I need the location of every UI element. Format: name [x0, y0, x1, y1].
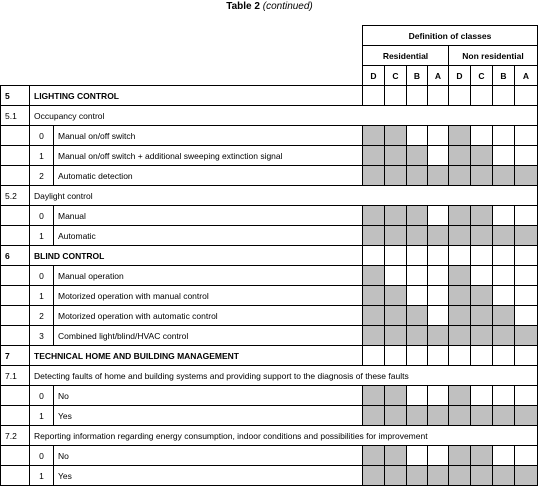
option-code: 0: [30, 386, 54, 406]
section-row: [1, 86, 538, 106]
option-code: 1: [30, 286, 54, 306]
class-cell-shaded: [449, 206, 471, 226]
table-caption: [0, 0, 539, 20]
class-cell: [449, 246, 471, 266]
class-cell-empty: [428, 446, 449, 466]
classes-table: [0, 25, 538, 486]
section-title: BLIND CONTROL: [30, 246, 363, 266]
subsection-row: [1, 426, 538, 446]
class-cell-shaded: [363, 126, 385, 146]
option-code: 0: [30, 266, 54, 286]
class-cell-shaded: [471, 326, 493, 346]
option-label: Manual: [54, 206, 363, 226]
option-label: Manual on/off switch + additional sweeping extinction signal: [54, 146, 363, 166]
class-cell-empty: [515, 206, 538, 226]
class-cell-shaded: [471, 446, 493, 466]
class-cell-shaded: [407, 326, 428, 346]
option-code: 3: [30, 326, 54, 346]
option-row: [1, 126, 538, 146]
option-row: [1, 266, 538, 286]
section-row: [1, 246, 538, 266]
class-cell-shaded: [407, 466, 428, 486]
class-header: B: [407, 66, 428, 86]
class-cell-empty: [407, 266, 428, 286]
class-cell: [471, 346, 493, 366]
class-cell-empty: [428, 126, 449, 146]
class-cell-shaded: [493, 326, 515, 346]
class-cell-empty: [471, 266, 493, 286]
subsection-row: [1, 106, 538, 126]
class-cell-shaded: [385, 286, 407, 306]
class-cell-empty: [515, 306, 538, 326]
class-cell-shaded: [385, 466, 407, 486]
indent-cell: [1, 326, 30, 346]
class-cell-shaded: [449, 386, 471, 406]
option-row: [1, 166, 538, 186]
class-cell-shaded: [407, 306, 428, 326]
option-row: [1, 306, 538, 326]
class-cell-empty: [407, 386, 428, 406]
class-cell-empty: [428, 286, 449, 306]
option-row: [1, 466, 538, 486]
subsection-title: Occupancy control: [30, 106, 538, 126]
class-cell: [493, 346, 515, 366]
indent-cell: [1, 306, 30, 326]
class-cell-empty: [515, 126, 538, 146]
class-cell-shaded: [363, 146, 385, 166]
indent-cell: [1, 446, 30, 466]
class-cell-empty: [428, 206, 449, 226]
option-code: 1: [30, 406, 54, 426]
class-header: C: [471, 66, 493, 86]
class-cell: [493, 86, 515, 106]
class-cell-shaded: [363, 466, 385, 486]
class-cell-shaded: [363, 206, 385, 226]
class-cell-empty: [428, 266, 449, 286]
class-cell: [449, 346, 471, 366]
class-cell-shaded: [363, 446, 385, 466]
row-number: 6: [1, 246, 30, 266]
class-cell-shaded: [515, 326, 538, 346]
class-cell-shaded: [363, 386, 385, 406]
class-cell: [385, 246, 407, 266]
option-code: 0: [30, 206, 54, 226]
class-cell-shaded: [449, 126, 471, 146]
class-cell-shaded: [449, 306, 471, 326]
class-header: A: [428, 66, 449, 86]
option-row: [1, 206, 538, 226]
class-cell-shaded: [363, 306, 385, 326]
class-cell-empty: [493, 206, 515, 226]
subsection-title: Daylight control: [30, 186, 538, 206]
class-cell: [515, 346, 538, 366]
class-cell-shaded: [428, 166, 449, 186]
class-cell: [363, 346, 385, 366]
option-label: Manual on/off switch: [54, 126, 363, 146]
row-number: 7: [1, 346, 30, 366]
class-cell: [385, 86, 407, 106]
class-cell: [407, 86, 428, 106]
class-cell-shaded: [385, 206, 407, 226]
class-cell-shaded: [471, 306, 493, 326]
class-cell-shaded: [449, 406, 471, 426]
class-cell-shaded: [515, 466, 538, 486]
class-cell-empty: [493, 126, 515, 146]
class-cell-shaded: [471, 406, 493, 426]
class-cell-empty: [385, 266, 407, 286]
class-cell-shaded: [407, 146, 428, 166]
option-label: Motorized operation with automatic control: [54, 306, 363, 326]
class-cell-empty: [471, 386, 493, 406]
option-code: 1: [30, 146, 54, 166]
option-code: 1: [30, 466, 54, 486]
class-cell-shaded: [385, 406, 407, 426]
class-cell-empty: [428, 146, 449, 166]
option-code: 2: [30, 166, 54, 186]
class-cell: [515, 86, 538, 106]
class-cell: [428, 346, 449, 366]
class-cell-shaded: [385, 306, 407, 326]
row-number: 7.2: [1, 426, 30, 446]
class-cell-shaded: [363, 286, 385, 306]
class-cell-empty: [515, 286, 538, 306]
class-cell-shaded: [471, 206, 493, 226]
definition-header: Definition of classes: [363, 26, 538, 46]
class-cell-shaded: [428, 226, 449, 246]
option-label: No: [54, 386, 363, 406]
class-cell-shaded: [363, 326, 385, 346]
option-row: [1, 286, 538, 306]
class-cell-empty: [515, 146, 538, 166]
section-title: TECHNICAL HOME AND BUILDING MANAGEMENT: [30, 346, 363, 366]
class-cell: [493, 246, 515, 266]
row-number: 5: [1, 86, 30, 106]
class-cell-shaded: [385, 386, 407, 406]
class-cell-shaded: [428, 406, 449, 426]
table-continued: (continued): [262, 1, 313, 12]
option-label: Yes: [54, 466, 363, 486]
class-cell-shaded: [407, 206, 428, 226]
class-cell-empty: [407, 126, 428, 146]
indent-cell: [1, 226, 30, 246]
indent-cell: [1, 146, 30, 166]
class-cell-shaded: [515, 166, 538, 186]
class-cell-shaded: [449, 326, 471, 346]
class-header: C: [385, 66, 407, 86]
indent-cell: [1, 166, 30, 186]
class-cell-shaded: [449, 446, 471, 466]
class-cell-shaded: [471, 466, 493, 486]
class-cell: [428, 86, 449, 106]
class-cell-shaded: [385, 126, 407, 146]
indent-cell: [1, 386, 30, 406]
option-row: [1, 406, 538, 426]
option-code: 1: [30, 226, 54, 246]
class-cell-shaded: [363, 226, 385, 246]
indent-cell: [1, 406, 30, 426]
class-cell-empty: [428, 386, 449, 406]
class-cell-empty: [407, 446, 428, 466]
class-cell-empty: [493, 266, 515, 286]
row-number: 5.2: [1, 186, 30, 206]
indent-cell: [1, 266, 30, 286]
class-cell-shaded: [363, 166, 385, 186]
subsection-row: [1, 366, 538, 386]
class-cell: [515, 246, 538, 266]
option-code: 2: [30, 306, 54, 326]
class-cell: [385, 346, 407, 366]
header-row-definition: [1, 26, 538, 46]
class-cell: [471, 86, 493, 106]
group-residential: Residential: [363, 46, 449, 66]
option-label: Motorized operation with manual control: [54, 286, 363, 306]
class-cell-shaded: [363, 406, 385, 426]
option-row: [1, 446, 538, 466]
class-cell-shaded: [493, 466, 515, 486]
class-cell-empty: [428, 306, 449, 326]
class-cell-empty: [515, 266, 538, 286]
group-non-residential: Non residential: [449, 46, 538, 66]
option-row: [1, 386, 538, 406]
section-row: [1, 346, 538, 366]
class-cell-shaded: [471, 286, 493, 306]
class-cell-shaded: [515, 406, 538, 426]
class-cell-shaded: [493, 166, 515, 186]
class-cell: [471, 246, 493, 266]
class-cell-empty: [493, 286, 515, 306]
class-cell-shaded: [407, 166, 428, 186]
class-cell-shaded: [493, 406, 515, 426]
class-cell-shaded: [428, 326, 449, 346]
class-cell-shaded: [449, 166, 471, 186]
indent-cell: [1, 126, 30, 146]
option-code: 0: [30, 126, 54, 146]
option-label: Automatic: [54, 226, 363, 246]
option-label: Automatic detection: [54, 166, 363, 186]
class-cell-shaded: [385, 326, 407, 346]
class-cell-shaded: [407, 226, 428, 246]
class-cell-empty: [493, 446, 515, 466]
class-cell-shaded: [471, 166, 493, 186]
class-cell-shaded: [471, 146, 493, 166]
class-cell-shaded: [385, 446, 407, 466]
class-cell-shaded: [493, 226, 515, 246]
class-cell-shaded: [449, 146, 471, 166]
class-cell-shaded: [449, 226, 471, 246]
subsection-title: Reporting information regarding energy consumption, indoor conditions and possibilities for improvement: [30, 426, 538, 446]
row-number: 7.1: [1, 366, 30, 386]
option-label: Manual operation: [54, 266, 363, 286]
option-label: Combined light/blind/HVAC control: [54, 326, 363, 346]
class-cell-shaded: [407, 406, 428, 426]
option-row: [1, 146, 538, 166]
class-cell-empty: [493, 386, 515, 406]
class-cell-shaded: [385, 166, 407, 186]
class-cell-shaded: [428, 466, 449, 486]
table-title: Table 2: [226, 1, 260, 12]
class-cell: [407, 246, 428, 266]
class-cell: [428, 246, 449, 266]
class-cell-empty: [493, 146, 515, 166]
class-cell-shaded: [515, 226, 538, 246]
class-cell-shaded: [471, 226, 493, 246]
section-title: LIGHTING CONTROL: [30, 86, 363, 106]
class-cell: [363, 246, 385, 266]
option-label: Yes: [54, 406, 363, 426]
class-cell-shaded: [449, 266, 471, 286]
indent-cell: [1, 206, 30, 226]
class-cell-shaded: [385, 226, 407, 246]
subsection-row: [1, 186, 538, 206]
class-header: B: [493, 66, 515, 86]
class-cell-empty: [515, 446, 538, 466]
option-row: [1, 226, 538, 246]
class-cell-shaded: [385, 146, 407, 166]
class-cell-shaded: [449, 286, 471, 306]
indent-cell: [1, 286, 30, 306]
option-row: [1, 326, 538, 346]
indent-cell: [1, 466, 30, 486]
class-cell: [363, 86, 385, 106]
row-number: 5.1: [1, 106, 30, 126]
class-cell-shaded: [363, 266, 385, 286]
class-header: D: [363, 66, 385, 86]
class-cell-shaded: [493, 306, 515, 326]
subsection-title: Detecting faults of home and building systems and providing support to the diagnosis of these faults: [30, 366, 538, 386]
class-header: A: [515, 66, 538, 86]
class-cell-empty: [471, 126, 493, 146]
option-label: No: [54, 446, 363, 466]
class-cell: [407, 346, 428, 366]
class-cell-empty: [407, 286, 428, 306]
class-cell-empty: [515, 386, 538, 406]
option-code: 0: [30, 446, 54, 466]
class-cell: [449, 86, 471, 106]
class-header: D: [449, 66, 471, 86]
class-cell-shaded: [449, 466, 471, 486]
